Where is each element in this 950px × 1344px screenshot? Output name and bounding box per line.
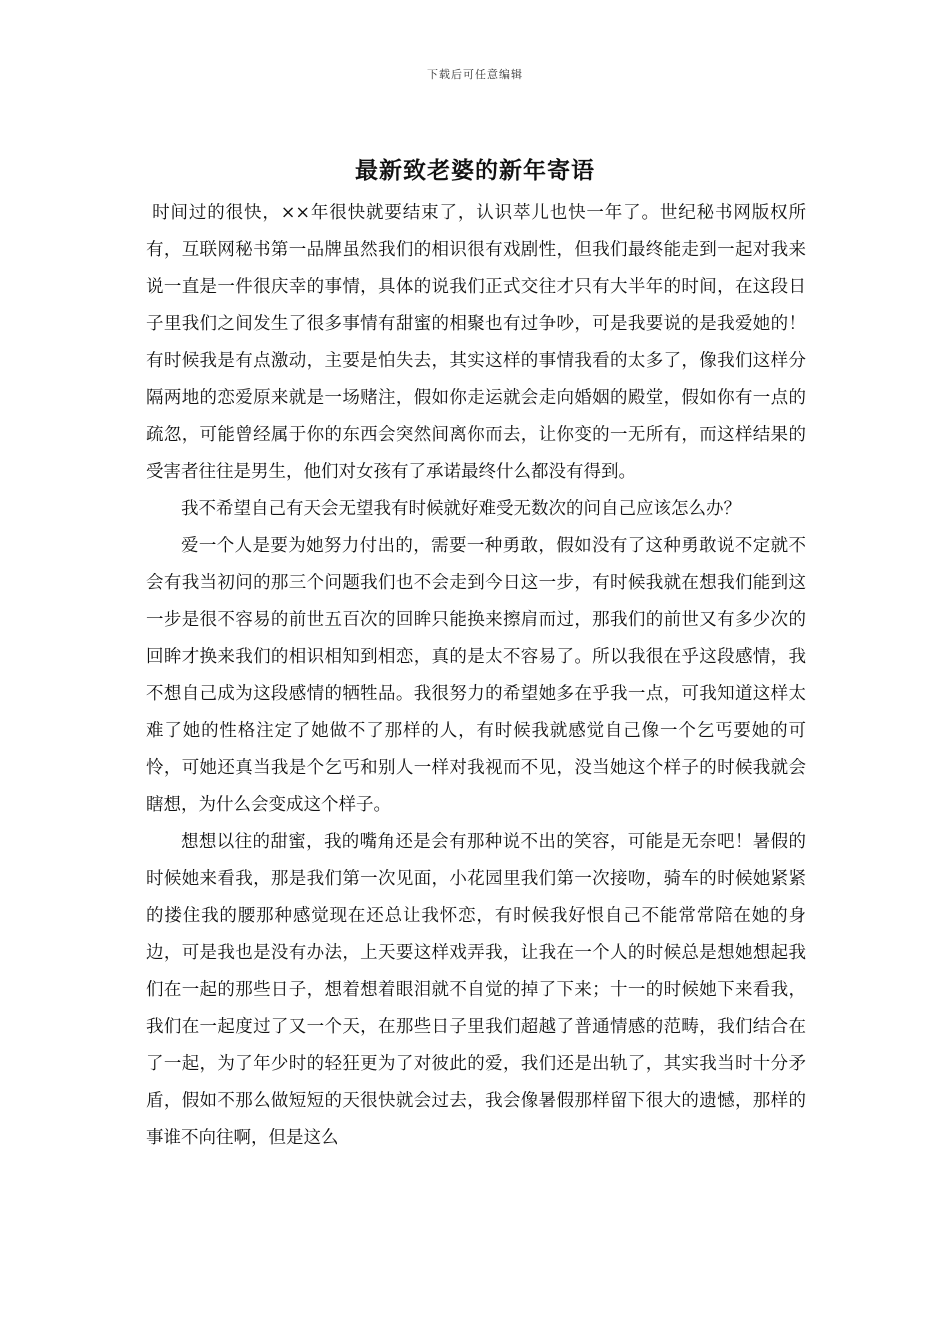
document-body [146,195,806,1157]
body-paragraph-2: 我不希望自己有天会无望我有时候就好难受无数次的问自己应该怎么办？ [181,499,741,519]
body-paragraph-4: 想想以往的甜蜜，我的嘴角还是会有那种说不出的笑容，可能是无奈吧！暑假的时候她来看我，那是我们第一次见面，小花园里我们第一次接吻，骑车的时候她紧紧的搂住我的腰那种感觉现在还总让我怀恋，有时候我好恨自己不能常常陪在她的身边，可是我也是没有办法，上天要这样戏弄我，让我在一个人的时候总是想她想起我们在一起的那些日子，想着想着眼泪就不自觉的掉了下来；十一的时候她下来看我，我们在一起度过了又一个天，在那些日子里我们超越了普通情感的范畴，我们结合在了一起，为了年少时的轻狂更为了对彼此的爱，我们还是出轨了，其实我当时十分矛盾，假如不那么做短短的天很快就会过去，我会像暑假那样留下很大的遗憾，那样的事谁不向往啊，但是这么 [146,832,806,1148]
body-paragraph-3: 爱一个人是要为她努力付出的，需要一种勇敢，假如没有了这种勇敢说不定就不会有我当初问的那三个问题我们也不会走到今日这一步，有时候我就在想我们能到这一步是很不容易的前世五百次的回眸只能换来擦肩而过，那我们的前世又有多少次的回眸才换来我们的相识相知到相恋，真的是太不容易了。所以我很在乎这段感情，我不想自己成为这段感情的牺牲品。我很努力的希望她多在乎我一点，可我知道这样太难了她的性格注定了她做不了那样的人，有时候我就感觉自己像一个乞丐要她的可怜，可她还真当我是个乞丐和别人一样对我视而不见，没当她这个样子的时候我就会瞎想，为什么会变成这个样子。 [146,536,806,815]
header-note: 下载后可任意编辑 [427,68,523,81]
body-paragraph-1: 时间过的很快，××年很快就要结束了，认识萃儿也快一年了。世纪秘书网版权所有，互联网秘书第一品牌虽然我们的相识很有戏剧性，但我们最终能走到一起对我来说一直是一件很庆幸的事情，具体的说我们正式交往才只有大半年的时间，在这段日子里我们之间发生了很多事情有甜蜜的相聚也有过争吵，可是我要说的是我爱她的！有时候我是有点激动，主要是怕失去，其实这样的事情我看的太多了，像我们这样分隔两地的恋爱原来就是一场赌注，假如你走运就会走向婚姻的殿堂，假如你有一点的疏忽，可能曾经属于你的东西会突然间离你而去，让你变的一无所有，而这样结果的受害者往往是男生，他们对女孩有了承诺最终什么都没有得到。 [146,203,806,482]
document-title: 最新致老婆的新年寄语 [355,157,595,184]
